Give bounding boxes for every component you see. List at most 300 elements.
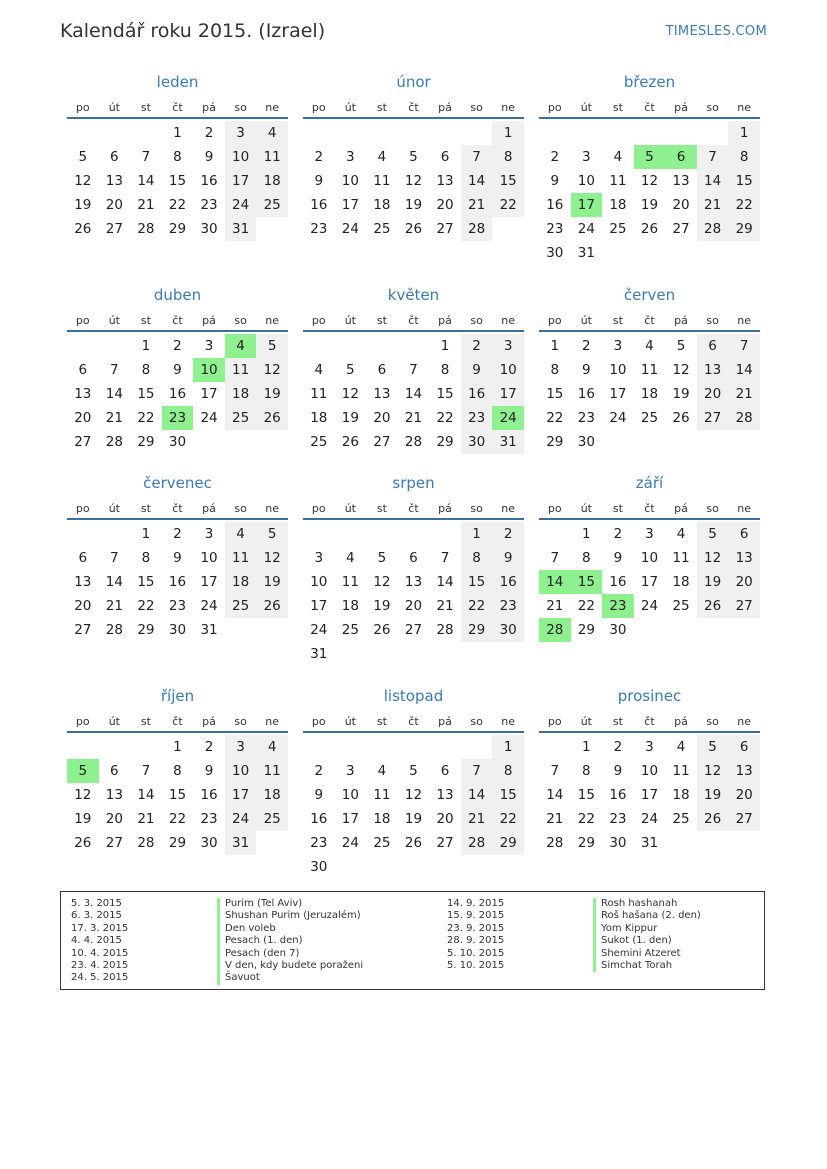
day-cell: 8 bbox=[173, 149, 182, 165]
day-cell: 12 bbox=[74, 173, 92, 189]
day-cell: 2 bbox=[204, 739, 214, 755]
weekday-label: ne bbox=[501, 314, 516, 327]
day-cell: 13 bbox=[373, 386, 391, 402]
weekday-label: so bbox=[234, 314, 247, 327]
holiday-day-cell: 6 bbox=[665, 145, 697, 169]
weekday-label: po bbox=[311, 314, 326, 327]
legend-date: 5. 3. 2015 bbox=[71, 898, 122, 909]
day-cell: 27 bbox=[105, 221, 123, 237]
day-cell: 9 bbox=[314, 787, 324, 803]
header-divider bbox=[67, 731, 288, 733]
day-cell: 17 bbox=[310, 598, 328, 614]
day-cell: 23 bbox=[168, 598, 187, 614]
day-cell: 28 bbox=[404, 434, 423, 450]
empty-cell bbox=[602, 121, 634, 145]
weekday-label: čt bbox=[644, 101, 655, 114]
day-cell: 3 bbox=[492, 334, 524, 358]
weekday-header bbox=[539, 96, 760, 114]
empty-cell bbox=[130, 735, 162, 759]
day-cell: 16 bbox=[200, 787, 218, 803]
weekday-label: út bbox=[580, 314, 592, 327]
legend-date: 5. 10. 2015 bbox=[447, 959, 505, 971]
day-cell: 20 bbox=[74, 410, 92, 426]
weekday-header bbox=[303, 710, 524, 728]
legend-date: 10. 4. 2015 bbox=[71, 947, 129, 959]
day-cell: 24 bbox=[225, 807, 257, 831]
day-cell: 30 bbox=[200, 221, 218, 237]
day-cell: 6 bbox=[78, 550, 88, 566]
day-cell: 6 bbox=[697, 334, 729, 358]
day-cell: 20 bbox=[373, 410, 391, 426]
legend-row bbox=[447, 898, 757, 910]
weekday-label: so bbox=[234, 715, 247, 728]
day-cell: 8 bbox=[141, 550, 151, 566]
day-cell: 30 bbox=[310, 859, 328, 875]
day-cell: 3 bbox=[225, 735, 257, 759]
month-září bbox=[539, 473, 760, 642]
header-divider bbox=[303, 330, 524, 332]
weekday-label: pá bbox=[438, 101, 452, 114]
legend-row bbox=[447, 948, 757, 960]
day-cell: 19 bbox=[74, 811, 92, 827]
empty-cell bbox=[539, 522, 571, 546]
month-červen bbox=[539, 285, 760, 454]
day-cell: 17 bbox=[609, 386, 627, 402]
day-cell: 26 bbox=[404, 221, 423, 237]
legend-row bbox=[447, 960, 757, 972]
day-cell: 6 bbox=[728, 522, 760, 546]
month-březen bbox=[539, 72, 760, 265]
empty-cell bbox=[335, 735, 367, 759]
day-cell: 12 bbox=[640, 173, 659, 189]
weekday-label: so bbox=[234, 101, 247, 114]
empty-cell bbox=[429, 121, 461, 145]
day-cell: 19 bbox=[672, 386, 690, 402]
day-cell: 30 bbox=[546, 245, 564, 261]
day-cell: 10 bbox=[341, 173, 359, 189]
month-name: srpen bbox=[392, 474, 435, 492]
weekday-label: čt bbox=[644, 314, 655, 327]
day-cell: 22 bbox=[728, 193, 760, 217]
day-cell: 28 bbox=[105, 622, 123, 638]
day-cell: 6 bbox=[78, 362, 88, 378]
day-grid bbox=[539, 334, 760, 454]
day-cell: 6 bbox=[728, 735, 760, 759]
month-name: duben bbox=[153, 286, 202, 304]
day-cell: 20 bbox=[728, 570, 760, 594]
day-cell: 12 bbox=[672, 362, 690, 378]
day-cell: 20 bbox=[404, 598, 423, 614]
empty-cell bbox=[366, 522, 398, 546]
legend-holiday-name: V den, kdy budete poraženi bbox=[217, 960, 363, 972]
day-cell: 23 bbox=[546, 221, 564, 237]
day-cell: 23 bbox=[310, 221, 328, 237]
day-cell: 12 bbox=[404, 173, 423, 189]
day-cell: 16 bbox=[310, 811, 328, 827]
day-cell: 6 bbox=[409, 550, 418, 566]
day-cell: 19 bbox=[697, 783, 729, 807]
weekday-label: út bbox=[108, 715, 120, 728]
weekday-label: so bbox=[234, 502, 247, 515]
day-grid bbox=[67, 735, 288, 855]
weekday-label: út bbox=[344, 101, 356, 114]
day-cell: 4 bbox=[645, 338, 654, 354]
month-prosinec bbox=[539, 686, 760, 855]
month-name: únor bbox=[396, 73, 431, 91]
weekday-label: po bbox=[75, 502, 90, 515]
month-name: prosinec bbox=[617, 687, 682, 705]
empty-cell bbox=[67, 735, 99, 759]
day-cell: 28 bbox=[697, 217, 729, 241]
weekday-label: ne bbox=[501, 715, 516, 728]
day-cell: 12 bbox=[404, 787, 423, 803]
day-cell: 8 bbox=[582, 550, 591, 566]
weekday-header bbox=[539, 497, 760, 515]
day-cell: 11 bbox=[373, 173, 391, 189]
weekday-label: po bbox=[75, 314, 90, 327]
day-cell: 30 bbox=[609, 622, 627, 638]
header-divider bbox=[303, 518, 524, 520]
day-cell: 17 bbox=[200, 574, 218, 590]
day-cell: 13 bbox=[728, 546, 760, 570]
day-cell: 31 bbox=[640, 835, 659, 851]
weekday-header bbox=[67, 309, 288, 327]
brand-link[interactable]: TIMESLES.COM bbox=[665, 24, 767, 39]
day-cell: 17 bbox=[225, 169, 257, 193]
day-cell: 3 bbox=[582, 149, 591, 165]
day-cell: 4 bbox=[225, 522, 257, 546]
day-cell: 2 bbox=[582, 338, 591, 354]
month-name: červen bbox=[623, 286, 676, 304]
day-cell: 18 bbox=[310, 410, 328, 426]
header-divider bbox=[539, 330, 760, 332]
day-cell: 19 bbox=[341, 410, 359, 426]
day-cell: 3 bbox=[204, 338, 214, 354]
day-cell: 4 bbox=[676, 526, 686, 542]
day-cell: 19 bbox=[256, 570, 288, 594]
day-cell: 25 bbox=[672, 811, 690, 827]
day-cell: 25 bbox=[256, 807, 288, 831]
day-cell: 16 bbox=[577, 386, 595, 402]
empty-cell bbox=[303, 121, 335, 145]
holiday-day-cell: 10 bbox=[193, 358, 225, 382]
day-cell: 2 bbox=[613, 526, 623, 542]
weekday-header bbox=[67, 710, 288, 728]
weekday-label: so bbox=[470, 314, 483, 327]
day-cell: 11 bbox=[609, 173, 627, 189]
day-cell: 29 bbox=[461, 618, 493, 642]
month-name: říjen bbox=[160, 687, 195, 705]
day-cell: 6 bbox=[440, 763, 450, 779]
empty-cell bbox=[99, 522, 131, 546]
day-cell: 8 bbox=[440, 362, 450, 378]
day-cell: 31 bbox=[577, 245, 595, 261]
day-cell: 23 bbox=[492, 594, 524, 618]
day-cell: 11 bbox=[373, 787, 391, 803]
day-cell: 4 bbox=[377, 149, 387, 165]
weekday-label: so bbox=[470, 715, 483, 728]
day-cell: 8 bbox=[173, 763, 182, 779]
day-cell: 26 bbox=[341, 434, 359, 450]
day-cell: 12 bbox=[697, 546, 729, 570]
day-cell: 25 bbox=[225, 406, 257, 430]
day-cell: 13 bbox=[74, 574, 92, 590]
empty-cell bbox=[539, 121, 571, 145]
legend-date: 5. 10. 2015 bbox=[447, 947, 505, 959]
month-name: květen bbox=[387, 286, 440, 304]
day-cell: 25 bbox=[373, 221, 391, 237]
day-cell: 21 bbox=[697, 193, 729, 217]
day-cell: 27 bbox=[436, 221, 454, 237]
day-cell: 8 bbox=[492, 759, 524, 783]
day-cell: 9 bbox=[550, 173, 560, 189]
day-cell: 5 bbox=[377, 550, 387, 566]
day-cell: 19 bbox=[74, 197, 92, 213]
day-cell: 15 bbox=[168, 787, 187, 803]
day-cell: 30 bbox=[492, 618, 524, 642]
month-name: září bbox=[635, 474, 664, 492]
day-cell: 20 bbox=[436, 197, 454, 213]
weekday-label: ne bbox=[265, 715, 280, 728]
day-cell: 5 bbox=[346, 362, 355, 378]
month-říjen bbox=[67, 686, 288, 855]
weekday-label: út bbox=[108, 101, 120, 114]
day-cell: 4 bbox=[676, 739, 686, 755]
day-cell: 3 bbox=[204, 526, 214, 542]
weekday-label: st bbox=[140, 715, 151, 728]
weekday-label: út bbox=[344, 314, 356, 327]
day-cell: 27 bbox=[436, 835, 454, 851]
day-cell: 10 bbox=[225, 759, 257, 783]
day-cell: 6 bbox=[110, 149, 119, 165]
day-cell: 21 bbox=[404, 410, 423, 426]
weekday-header bbox=[303, 96, 524, 114]
legend-row bbox=[71, 960, 441, 972]
header-divider bbox=[539, 117, 760, 119]
day-cell: 26 bbox=[640, 221, 659, 237]
weekday-label: út bbox=[108, 314, 120, 327]
day-cell: 9 bbox=[314, 173, 324, 189]
day-cell: 8 bbox=[492, 145, 524, 169]
day-cell: 24 bbox=[341, 835, 359, 851]
day-cell: 5 bbox=[697, 735, 729, 759]
weekday-label: ne bbox=[737, 101, 752, 114]
empty-cell bbox=[429, 735, 461, 759]
weekday-label: st bbox=[612, 715, 623, 728]
day-cell: 14 bbox=[697, 169, 729, 193]
day-cell: 6 bbox=[110, 763, 119, 779]
day-cell: 24 bbox=[577, 221, 595, 237]
day-cell: 8 bbox=[550, 362, 560, 378]
day-cell: 14 bbox=[105, 386, 123, 402]
month-srpen bbox=[303, 473, 524, 666]
empty-cell bbox=[130, 121, 162, 145]
day-cell: 27 bbox=[74, 434, 92, 450]
day-cell: 23 bbox=[609, 811, 627, 827]
day-cell: 5 bbox=[409, 149, 418, 165]
weekday-label: st bbox=[376, 715, 387, 728]
weekday-label: út bbox=[344, 715, 356, 728]
day-cell: 14 bbox=[461, 783, 493, 807]
empty-cell bbox=[67, 522, 99, 546]
day-cell: 7 bbox=[440, 550, 450, 566]
weekday-label: ne bbox=[265, 314, 280, 327]
weekday-label: st bbox=[140, 314, 151, 327]
day-cell: 14 bbox=[404, 386, 423, 402]
day-cell: 7 bbox=[461, 759, 493, 783]
month-name: červenec bbox=[143, 474, 212, 492]
day-cell: 25 bbox=[225, 594, 257, 618]
legend-holiday-name: Yom Kippur bbox=[593, 923, 657, 935]
day-cell: 16 bbox=[609, 787, 627, 803]
day-cell: 22 bbox=[168, 811, 187, 827]
day-cell: 20 bbox=[728, 783, 760, 807]
day-cell: 5 bbox=[256, 334, 288, 358]
header-divider bbox=[67, 117, 288, 119]
weekday-label: út bbox=[108, 502, 120, 515]
day-cell: 25 bbox=[640, 410, 659, 426]
header-divider bbox=[539, 518, 760, 520]
day-cell: 21 bbox=[546, 598, 564, 614]
day-cell: 25 bbox=[310, 434, 328, 450]
day-cell: 17 bbox=[640, 574, 659, 590]
day-cell: 12 bbox=[697, 759, 729, 783]
day-cell: 26 bbox=[672, 410, 690, 426]
day-cell: 11 bbox=[672, 763, 690, 779]
legend-column-left bbox=[71, 898, 441, 985]
day-cell: 29 bbox=[492, 831, 524, 855]
day-cell: 13 bbox=[728, 759, 760, 783]
day-cell: 27 bbox=[728, 594, 760, 618]
legend-row bbox=[71, 935, 441, 947]
weekday-label: po bbox=[311, 715, 326, 728]
day-cell: 20 bbox=[697, 382, 729, 406]
day-cell: 21 bbox=[461, 193, 493, 217]
weekday-label: po bbox=[75, 101, 90, 114]
day-cell: 9 bbox=[613, 550, 623, 566]
day-cell: 29 bbox=[137, 622, 155, 638]
holiday-day-cell: 5 bbox=[67, 759, 99, 783]
day-cell: 15 bbox=[728, 169, 760, 193]
weekday-label: po bbox=[547, 502, 562, 515]
day-cell: 30 bbox=[168, 434, 187, 450]
day-grid bbox=[303, 334, 524, 454]
day-cell: 1 bbox=[141, 338, 151, 354]
legend-holiday-name: Pesach (1. den) bbox=[217, 935, 303, 947]
weekday-label: pá bbox=[438, 715, 452, 728]
empty-cell bbox=[99, 334, 131, 358]
day-cell: 24 bbox=[225, 193, 257, 217]
day-cell: 1 bbox=[492, 121, 524, 145]
day-cell: 11 bbox=[640, 362, 659, 378]
month-únor bbox=[303, 72, 524, 241]
day-grid bbox=[539, 121, 760, 265]
empty-cell bbox=[697, 121, 729, 145]
day-cell: 9 bbox=[461, 358, 493, 382]
weekday-header bbox=[539, 710, 760, 728]
day-cell: 16 bbox=[310, 197, 328, 213]
legend-date: 23. 9. 2015 bbox=[447, 922, 505, 934]
day-cell: 22 bbox=[436, 410, 454, 426]
legend-date: 15. 9. 2015 bbox=[447, 910, 505, 922]
day-cell: 22 bbox=[137, 598, 155, 614]
weekday-label: pá bbox=[674, 314, 688, 327]
day-cell: 13 bbox=[105, 173, 123, 189]
day-cell: 9 bbox=[204, 763, 214, 779]
day-cell: 31 bbox=[200, 622, 218, 638]
day-cell: 8 bbox=[582, 763, 591, 779]
header-divider bbox=[67, 518, 288, 520]
day-cell: 28 bbox=[461, 217, 493, 241]
day-cell: 13 bbox=[105, 787, 123, 803]
empty-cell bbox=[571, 121, 603, 145]
day-cell: 14 bbox=[546, 787, 564, 803]
day-cell: 8 bbox=[141, 362, 151, 378]
day-cell: 9 bbox=[613, 763, 623, 779]
day-cell: 12 bbox=[256, 358, 288, 382]
day-cell: 5 bbox=[676, 338, 686, 354]
day-cell: 2 bbox=[173, 526, 182, 542]
day-cell: 13 bbox=[436, 787, 454, 803]
weekday-label: pá bbox=[438, 502, 452, 515]
day-cell: 5 bbox=[78, 149, 88, 165]
weekday-label: so bbox=[706, 101, 719, 114]
day-cell: 6 bbox=[377, 362, 387, 378]
day-cell: 27 bbox=[105, 835, 123, 851]
day-cell: 18 bbox=[256, 783, 288, 807]
header-divider bbox=[67, 330, 288, 332]
legend-row bbox=[71, 898, 441, 910]
day-grid bbox=[539, 735, 760, 855]
legend-holiday-name: Šavuot bbox=[217, 972, 260, 984]
holiday-legend bbox=[60, 891, 765, 990]
day-cell: 23 bbox=[200, 197, 218, 213]
empty-cell bbox=[398, 522, 430, 546]
day-cell: 10 bbox=[577, 173, 595, 189]
day-cell: 25 bbox=[373, 835, 391, 851]
day-cell: 13 bbox=[74, 386, 92, 402]
legend-row bbox=[447, 910, 757, 922]
weekday-label: st bbox=[376, 314, 387, 327]
empty-cell bbox=[665, 121, 697, 145]
day-cell: 11 bbox=[256, 759, 288, 783]
day-cell: 4 bbox=[256, 121, 288, 145]
day-cell: 9 bbox=[173, 362, 182, 378]
day-cell: 16 bbox=[200, 173, 218, 189]
day-cell: 19 bbox=[373, 598, 391, 614]
day-cell: 12 bbox=[373, 574, 391, 590]
day-cell: 6 bbox=[440, 149, 450, 165]
page-title: Kalendář roku 2015. (Izrael) bbox=[60, 20, 326, 42]
day-grid bbox=[67, 121, 288, 241]
empty-cell bbox=[461, 121, 493, 145]
weekday-label: so bbox=[706, 715, 719, 728]
day-cell: 1 bbox=[728, 121, 760, 145]
day-cell: 28 bbox=[436, 622, 454, 638]
legend-row bbox=[71, 910, 441, 922]
day-cell: 15 bbox=[492, 783, 524, 807]
day-cell: 13 bbox=[404, 574, 423, 590]
day-cell: 28 bbox=[461, 831, 493, 855]
day-cell: 26 bbox=[256, 594, 288, 618]
day-cell: 14 bbox=[728, 358, 760, 382]
day-grid bbox=[303, 522, 524, 666]
day-cell: 22 bbox=[492, 807, 524, 831]
day-cell: 11 bbox=[256, 145, 288, 169]
weekday-header bbox=[67, 497, 288, 515]
day-cell: 17 bbox=[640, 787, 659, 803]
day-cell: 16 bbox=[461, 382, 493, 406]
